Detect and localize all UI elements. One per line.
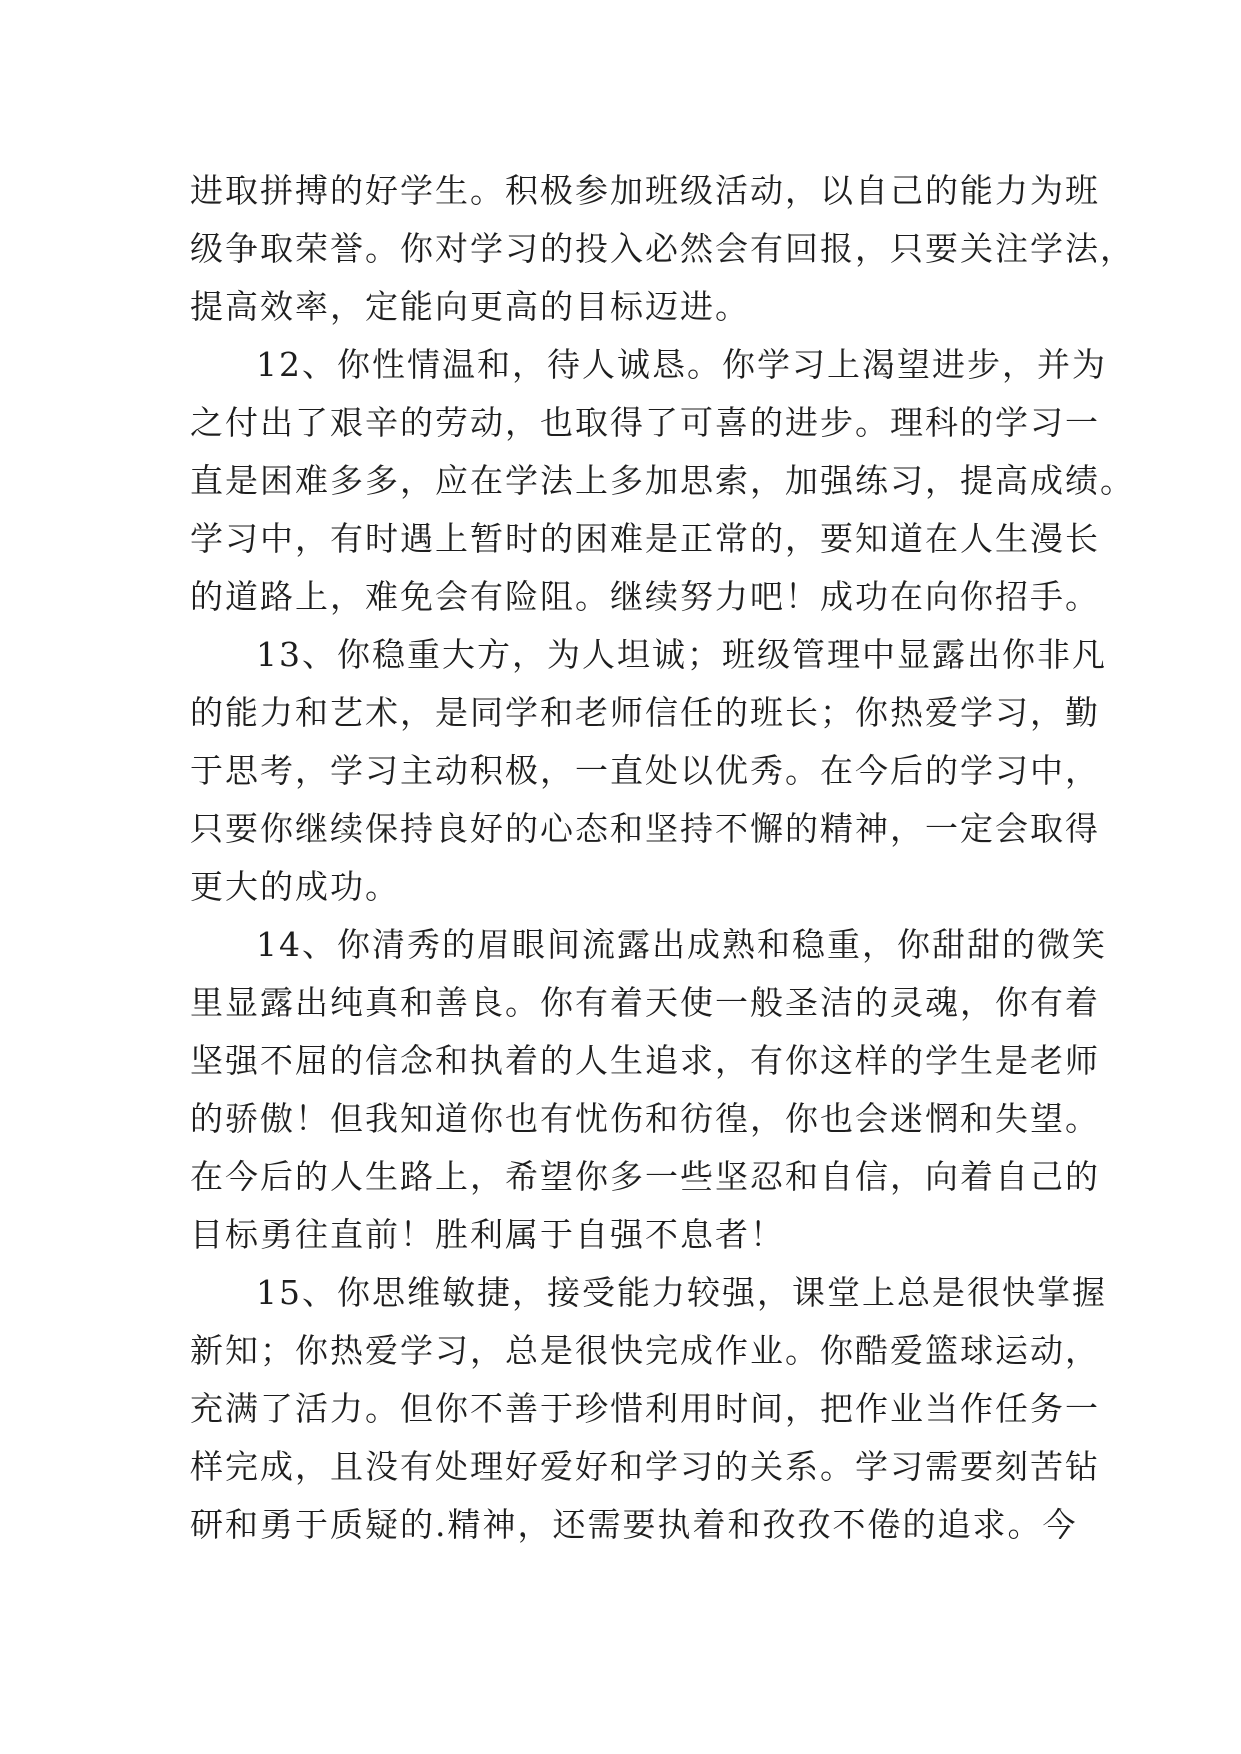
text-line: 充满了活力。但你不善于珍惜利用时间，把作业当作任务一 xyxy=(190,1389,1100,1428)
text-line: 的能力和艺术，是同学和老师信任的班长；你热爱学习，勤 xyxy=(190,693,1100,732)
paragraph-13 xyxy=(190,626,1107,916)
text-line: 学习中，有时遇上暂时的困难是正常的，要知道在人生漫长 xyxy=(190,519,1100,558)
text-line: 13、你稳重大方，为人坦诚；班级管理中显露出你非凡 xyxy=(256,635,1107,674)
paragraph-continuation xyxy=(190,162,1135,336)
text-line: 坚强不屈的信念和执着的人生追求，有你这样的学生是老师 xyxy=(190,1041,1100,1080)
paragraph-12 xyxy=(190,336,1135,626)
text-line: 研和勇于质疑的.精神，还需要执着和孜孜不倦的追求。今 xyxy=(190,1505,1078,1544)
text-line: 直是困难多多，应在学法上多加思索，加强练习，提高成绩。 xyxy=(190,461,1135,500)
text-line: 于思考，学习主动积极，一直处以优秀。在今后的学习中， xyxy=(190,751,1100,790)
text-line: 15、你思维敏捷，接受能力较强，课堂上总是很快掌握 xyxy=(256,1273,1107,1312)
text-line: 在今后的人生路上，希望你多一些坚忍和自信，向着自己的 xyxy=(190,1157,1100,1196)
text-line: 提高效率，定能向更高的目标迈进。 xyxy=(190,287,750,326)
text-line: 12、你性情温和，待人诚恳。你学习上渴望进步，并为 xyxy=(256,345,1107,384)
text-line: 样完成，且没有处理好爱好和学习的关系。学习需要刻苦钻 xyxy=(190,1447,1100,1486)
text-line: 进取拼搏的好学生。积极参加班级活动，以自己的能力为班 xyxy=(190,171,1100,210)
text-line: 只要你继续保持良好的心态和坚持不懈的精神，一定会取得 xyxy=(190,809,1100,848)
text-line: 的骄傲！但我知道你也有忧伤和彷徨，你也会迷惘和失望。 xyxy=(190,1099,1100,1138)
text-line: 里显露出纯真和善良。你有着天使一般圣洁的灵魂，你有着 xyxy=(190,983,1100,1022)
text-line: 14、你清秀的眉眼间流露出成熟和稳重，你甜甜的微笑 xyxy=(256,925,1107,964)
paragraph-14 xyxy=(190,916,1107,1264)
paragraph-15 xyxy=(190,1264,1107,1554)
document-body xyxy=(190,162,1135,1554)
text-line: 的道路上，难免会有险阻。继续努力吧！成功在向你招手。 xyxy=(190,577,1100,616)
text-line: 之付出了艰辛的劳动，也取得了可喜的进步。理科的学习一 xyxy=(190,403,1100,442)
text-line: 新知；你热爱学习，总是很快完成作业。你酷爱篮球运动， xyxy=(190,1331,1100,1370)
text-line: 更大的成功。 xyxy=(190,867,400,906)
text-line: 级争取荣誉。你对学习的投入必然会有回报，只要关注学法， xyxy=(190,229,1135,268)
text-line: 目标勇往直前！胜利属于自强不息者！ xyxy=(190,1215,785,1254)
